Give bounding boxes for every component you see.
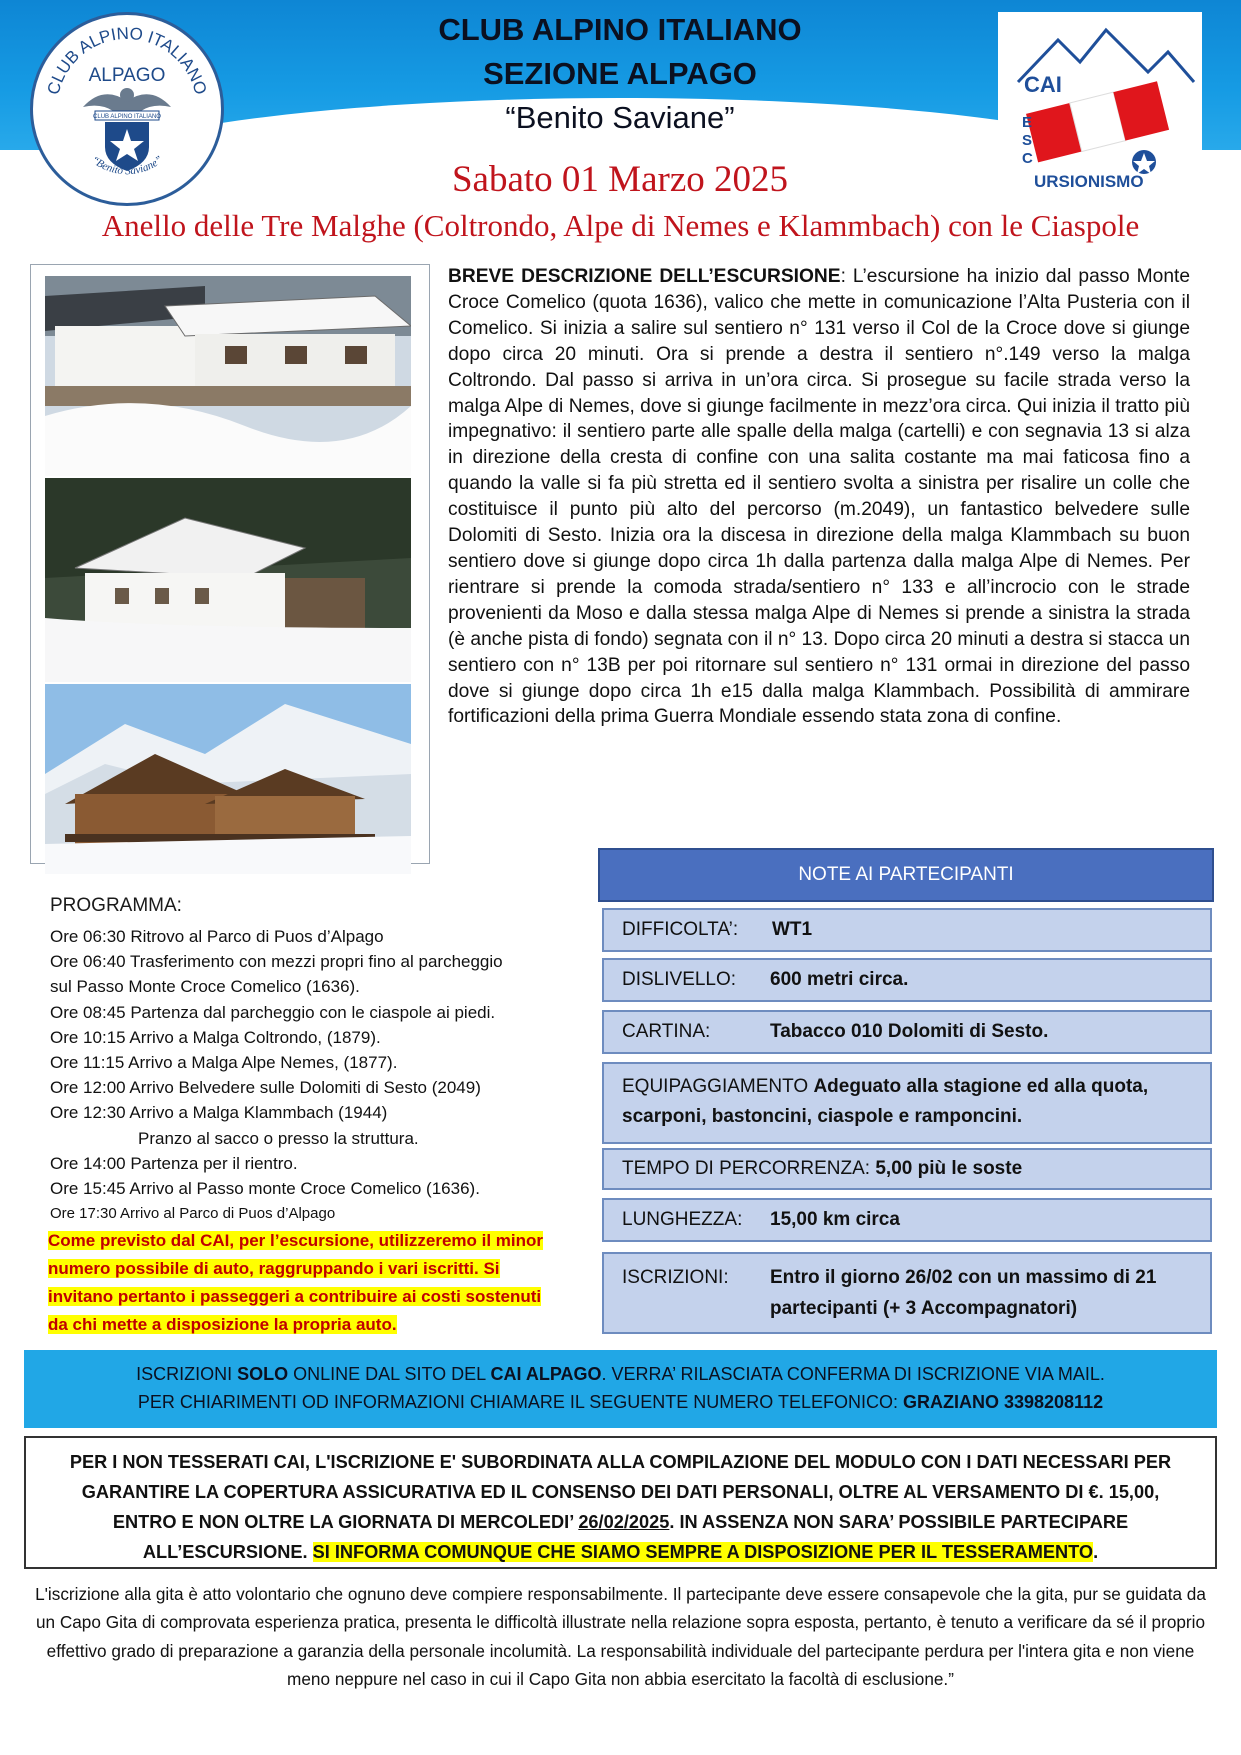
reg-text-bold: SOLO	[237, 1364, 289, 1384]
note-cartina	[602, 1010, 1212, 1054]
logo-badge-text: CLUB ALPINO ITALIANO	[93, 114, 161, 120]
programma-row: Pranzo al sacco o presso la struttura.	[138, 1128, 419, 1148]
liability-disclaimer: L'iscrizione alla gita è atto volontario che ognuno deve compiere responsabilmente. Il partecipante deve essere consapevole che la gita, pur se guidata da un Capo Gita di comprovata esperienza pratica, presenta le difficoltà illustrate nella relazione sopra esposta, pertanto, è tenuto a verificare da sé il proprio effettivo grado di preparazione a garanzia della personale incolumità. La responsabilità individuale del partecipante perdura per l'intera gita e non viene meno neppure nel caso in cui il Capo Gita non abbia esercitato la facoltà di esclusione.”	[35, 1584, 1206, 1689]
logo-ring-text: CLUB ALPINO ITALIANO	[43, 23, 211, 97]
programma-list	[50, 924, 570, 1226]
programma-row: Ore 10:15 Arrivo a Malga Coltrondo, (1879).	[50, 1027, 381, 1047]
highlighted-notice: SI INFORMA COMUNQUE CHE SIAMO SEMPRE A DISPOSIZIONE PER IL TESSERAMENTO	[312, 1542, 1094, 1562]
note-value: Adeguato alla stagione ed alla quota,	[813, 1076, 1149, 1097]
cai-alpago-logo	[30, 12, 224, 206]
cai-label: CAI	[1024, 72, 1062, 97]
section-title: SEZIONE ALPAGO	[483, 56, 757, 91]
reg-text: ISCRIZIONI	[136, 1364, 238, 1384]
note-lunghezza	[602, 1198, 1212, 1242]
programma-row: Ore 08:45 Partenza dal parcheggio con le ciaspole ai piedi.	[50, 1002, 496, 1022]
note-label: EQUIPAGGIAMENTO	[622, 1076, 809, 1097]
programma-row: Ore 17:30 Arrivo al Parco di Puos d’Alpago	[50, 1205, 336, 1223]
programma-row: Ore 11:15 Arrivo a Malga Alpe Nemes, (1877).	[50, 1053, 398, 1073]
reg-text-bold: CAI ALPAGO	[490, 1364, 602, 1384]
logo-center-text: ALPAGO	[88, 65, 166, 86]
white-chalet-photo-icon	[45, 478, 411, 682]
note-value: 5,00 più le soste	[875, 1158, 1023, 1179]
note-value: 15,00 km circa	[770, 1209, 900, 1230]
programma-row: Ore 06:40 Trasferimento con mezzi propri fino al parcheggio	[50, 952, 503, 972]
programma-row: Ore 14:00 Partenza per il rientro.	[50, 1153, 298, 1173]
carpool-notice	[48, 1227, 560, 1339]
note-label: ISCRIZIONI:	[622, 1267, 729, 1288]
notice-text: .	[1093, 1542, 1099, 1562]
wooden-malga-photo-icon	[45, 684, 411, 874]
programma-row: Ore 15:45 Arrivo al Passo monte Croce Comelico (1636).	[50, 1179, 480, 1199]
description-text: : L’escursione ha inizio dal passo Monte Croce Comelico (quota 1636), valico che mette in comunicazione l’Alta Pusteria con il Comelico. Si inizia a salire sul sentiero n° 131 verso il Col de la Croce dove si giunge dopo circa 20 minuti. Ora si prende a destra il sentiero n°.149 verso la malga Coltrondo. Dal passo si arriva in un’ora circa. Si prosegue su facile strada verso la malga Alpe di Nemes, dove si giunge facilmente in mezz’ora circa. Qui inizia il tratto più impegnativo: il sentiero parte alle spalle della malga (cartelli) e con segnavia 13 si alza in direzione della cresta di confine con una salita costante ma mai faticosa fino a quando la valle si fa più stretta ed il sentiero svolta a sinistra per risalire un colle che costituisce il punto più alto del percorso (m.2049), un fantastico belvedere sulle Dolomiti di Sesto. Inizia ora la discesa in direzione della malga Klammbach su buon sentiero dove si giunge dopo circa 1h dalla partenza dalla malga Alpe di Nemes. Per rientrare si prende la comoda strada/sentiero n° 133 e all’incrocio con le strade provenienti da Moso e dalla stessa malga Alpe di Nemes si prende a sinistra la strada (è anche pista di fondo) segnata con il n° 13. Dopo circa 20 minuti a destra si stacca un sentiero con n° 13B per poi ritornare sul sentiero n° 131 ormai in direzione del passo dove si giunge dopo circa 1h e15 dalla malga Klammbach. Possibilità di ammirare fortificazioni della prima Guerra Mondiale essendo stata zona di confine.	[448, 266, 1190, 728]
event-date: Sabato 01 Marzo 2025	[451, 159, 789, 200]
reg-text: . VERRA’ RILASCIATA CONFERMA DI ISCRIZIONE VIA MAIL.	[601, 1364, 1105, 1384]
escursionismo-label: URSIONISMO	[1034, 172, 1144, 191]
note-value: Tabacco 010 Dolomiti di Sesto.	[770, 1021, 1049, 1042]
note-label: DIFFICOLTA’:	[622, 919, 739, 940]
registration-band	[24, 1350, 1217, 1428]
description-label: BREVE DESCRIZIONE DELL’ESCURSIONE	[448, 266, 841, 287]
notes-heading: NOTE AI PARTECIPANTI	[598, 848, 1214, 902]
event-title: Anello delle Tre Malghe (Coltrondo, Alpe di Nemes e Klammbach) con le Ciaspole	[101, 208, 1140, 243]
club-title: CLUB ALPINO ITALIANO	[438, 12, 802, 47]
excursion-description	[448, 264, 1190, 730]
programma-row: Ore 06:30 Ritrovo al Parco di Puos d’Alpago	[50, 927, 384, 946]
note-label: CARTINA:	[622, 1021, 711, 1042]
programma-row: Ore 12:00 Arrivo Belvedere sulle Dolomiti di Sesto (2049)	[50, 1078, 481, 1098]
note-equipaggiamento	[602, 1062, 1212, 1144]
reg-text: PER CHIARIMENTI OD INFORMAZIONI CHIAMARE IL SEGUENTE NUMERO TELEFONICO:	[137, 1392, 903, 1412]
notice-text: . IN ASSENZA NON SARA’ POSSIBILE PARTECIPARE ALL’ESCURSIONE.	[142, 1512, 1129, 1562]
registration-line-2	[24, 1388, 1217, 1416]
note-dislivello	[602, 958, 1212, 1002]
programma-heading: PROGRAMMA:	[50, 895, 182, 916]
note-value: WT1	[772, 919, 813, 940]
carpool-text: Come previsto dal CAI, per l’escursione, utilizzeremo il minor numero possibile di auto, raggruppando i vari iscritti. Si invitano pertanto i passeggeri a contribuire ai costi sostenuti da chi mette a disposizione la propria auto.	[48, 1231, 544, 1334]
note-value: partecipanti (+ 3 Accompagnatori)	[770, 1298, 1078, 1319]
esc-vertical-label: ESC	[1022, 114, 1033, 167]
note-value: 600 metri circa.	[770, 969, 909, 990]
eagle-star-emblem-icon	[33, 15, 221, 203]
note-difficolta	[602, 908, 1212, 952]
snowy-hut-photo-icon	[45, 276, 411, 476]
note-value: Entro il giorno 26/02 con un massimo di 21	[770, 1267, 1157, 1288]
note-label: LUNGHEZZA:	[622, 1209, 743, 1230]
deadline-date: 26/02/2025	[578, 1512, 670, 1532]
contact-phone: GRAZIANO 3398208112	[902, 1392, 1104, 1412]
registration-line-1	[24, 1360, 1217, 1388]
notice-text: PER I NON TESSERATI CAI, L'ISCRIZIONE E' SUBORDINATA ALLA COMPILAZIONE DEL MODULO CON I DATI NECESSARI PER GARANTIRE LA COPERTURA ASSICURATIVA ED IL CONSENSO DEI DATI PERSONALI, OLTRE AL VERSAMENTO DI €. 15,00, ENTRO E NON OLTRE LA GIORNATA DI MERCOLEDI’	[69, 1452, 1172, 1532]
programma-row: sul Passo Monte Croce Comelico (1636).	[50, 977, 360, 997]
note-label: DISLIVELLO:	[622, 969, 737, 990]
note-tempo	[602, 1148, 1212, 1190]
section-name: “Benito Saviane”	[505, 100, 735, 135]
non-members-notice	[24, 1436, 1217, 1569]
note-iscrizioni	[602, 1252, 1212, 1334]
programma-row: Ore 12:30 Arrivo a Malga Klammbach (1944)	[50, 1103, 388, 1123]
note-label: TEMPO DI PERCORRENZA:	[622, 1158, 871, 1179]
logo-bottom-text: “Benito Saviane”	[88, 153, 166, 178]
reg-text: ONLINE DAL SITO DEL	[288, 1364, 491, 1384]
note-value: scarponi, bastoncini, ciaspole e ramponcini.	[622, 1106, 1023, 1127]
